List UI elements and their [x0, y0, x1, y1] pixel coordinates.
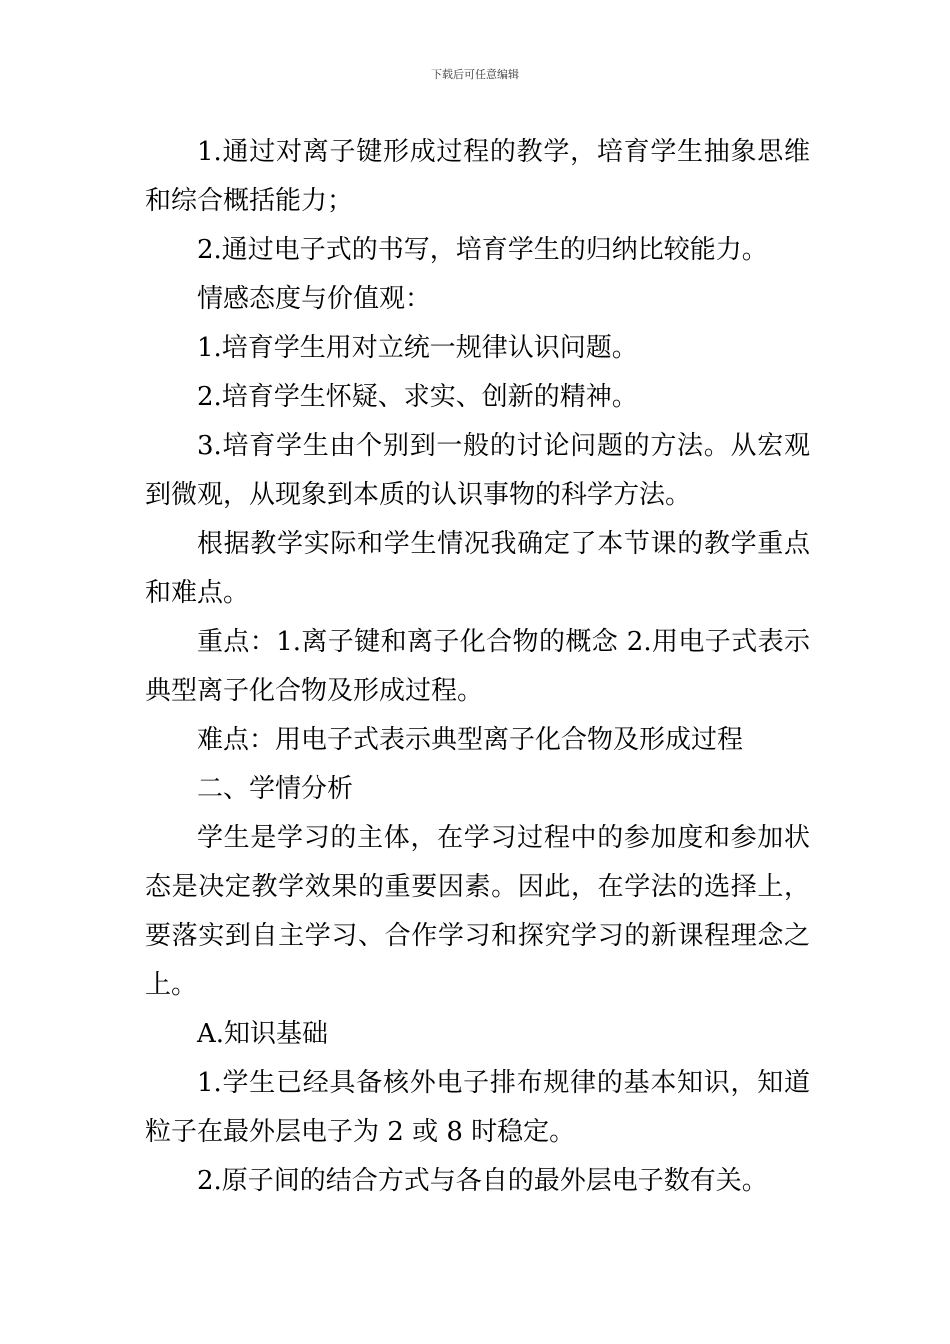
subheading-knowledge-base: A.知识基础	[197, 1019, 329, 1049]
paragraph-difficulties: 难点：用电子式表示典型离子化合物及形成过程	[197, 725, 744, 755]
paragraph-ability-1: 1.通过对离子键形成过程的教学，培育学生抽象思维和综合概括能力；	[145, 137, 810, 216]
paragraph-emotion-1: 1.培育学生用对立统一规律认识问题。	[197, 333, 638, 363]
section-heading-analysis: 二、学情分析	[197, 774, 354, 804]
paragraph-ability-2: 2.通过电子式的书写，培育学生的归纳比较能力。	[197, 235, 768, 265]
paragraph-analysis: 学生是学习的主体，在学习过程中的参加度和参加状态是决定教学效果的重要因素。因此，在学法的选择上，要落实到自主学习、合作学习和探究学习的新课程理念之上。	[145, 823, 810, 1000]
paragraph-emotion-3: 3.培育学生由个别到一般的讨论问题的方法。从宏观到微观，从现象到本质的认识事物的科学方法。	[145, 431, 810, 510]
paragraph-knowledge-1: 1.学生已经具备核外电子排布规律的基本知识，知道粒子在最外层电子为 2 或 8 时稳定。	[145, 1068, 810, 1147]
paragraph-emotion-2: 2.培育学生怀疑、求实、创新的精神。	[197, 382, 638, 412]
paragraph-emotion-heading: 情感态度与价值观：	[197, 284, 432, 314]
paragraph-focus-intro: 根据教学实际和学生情况我确定了本节课的教学重点和难点。	[145, 529, 810, 608]
paragraph-key-points: 重点：1.离子键和离子化合物的概念 2.用电子式表示典型离子化合物及形成过程。	[145, 627, 810, 706]
document-body	[145, 128, 810, 1206]
paragraph-knowledge-2: 2.原子间的结合方式与各自的最外层电子数有关。	[197, 1166, 768, 1196]
page-header: 下载后可任意编辑	[431, 68, 519, 81]
